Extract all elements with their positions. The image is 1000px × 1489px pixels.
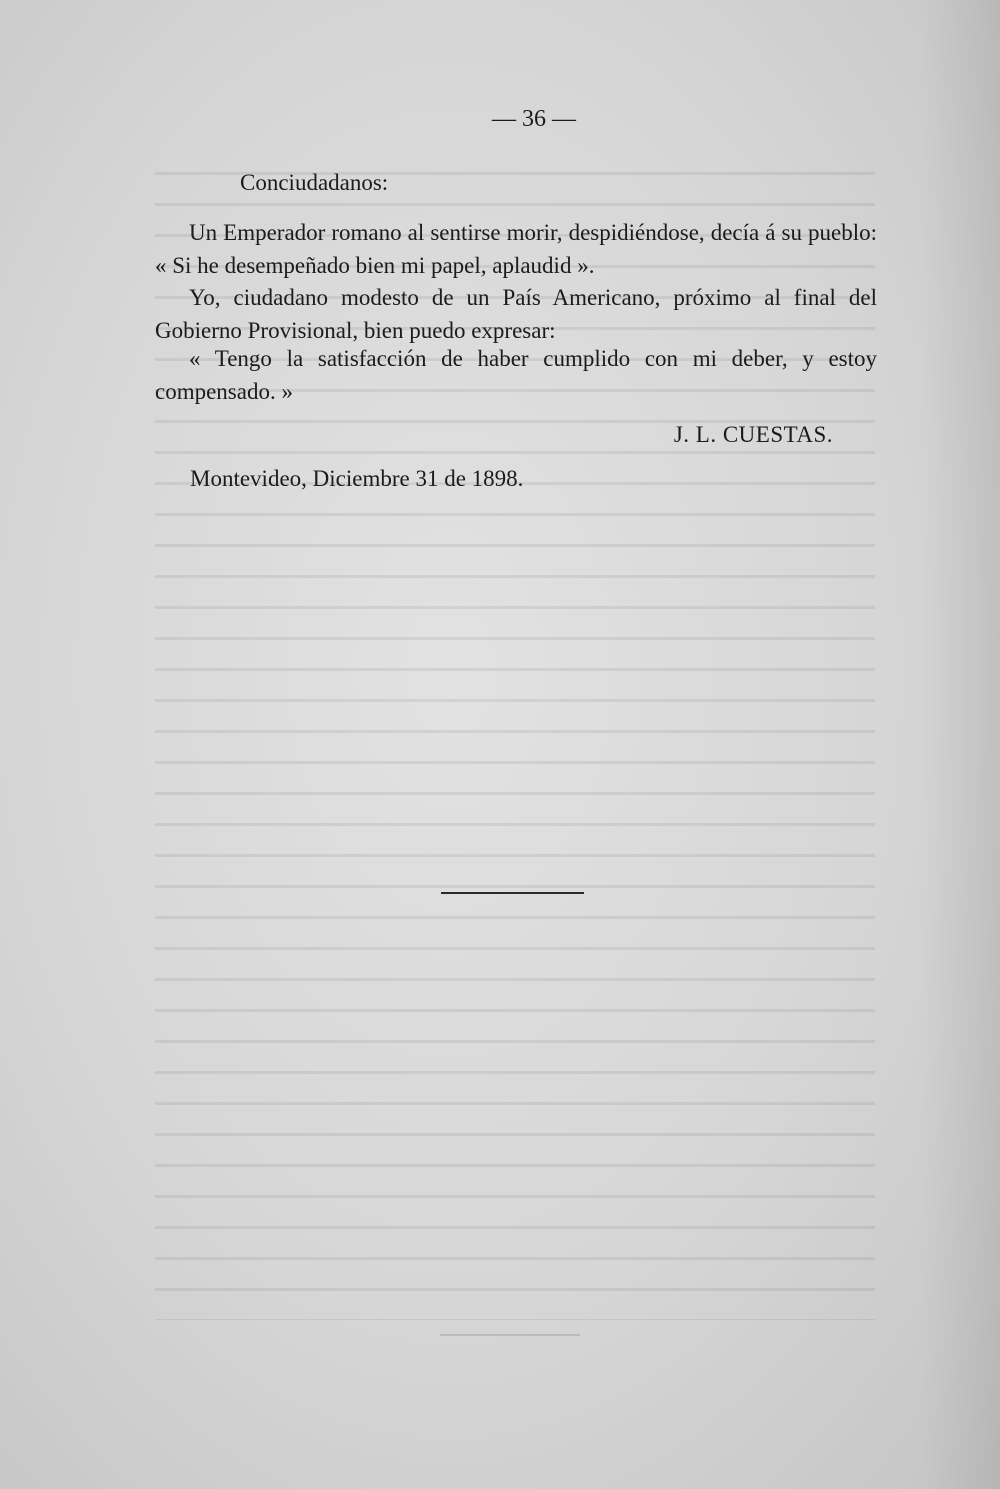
bleed-through-divider [440,1334,580,1336]
salutation: Conciudadanos: [240,170,389,195]
place-date: Montevideo, Diciembre 31 de 1898. [190,466,524,491]
section-divider [441,892,584,894]
page-number: — 36 — [492,106,576,132]
paragraph-3: « Tengo la satisfacción de haber cumplido con mi deber, y estoy compensado. » [155,346,877,404]
paragraph-2: Yo, ciudadano modesto de un País Americano, próximo al final del Gobierno Provisional, bien puedo expresar: [155,285,877,343]
page-edge-shadow [920,0,1000,1489]
paragraph-1: Un Emperador romano al sentirse morir, despidiéndose, decía á su pueblo: « Si he desempeñado bien mi papel, aplaudid ». [155,220,877,278]
signature: J. L. CUESTAS. [673,422,833,447]
